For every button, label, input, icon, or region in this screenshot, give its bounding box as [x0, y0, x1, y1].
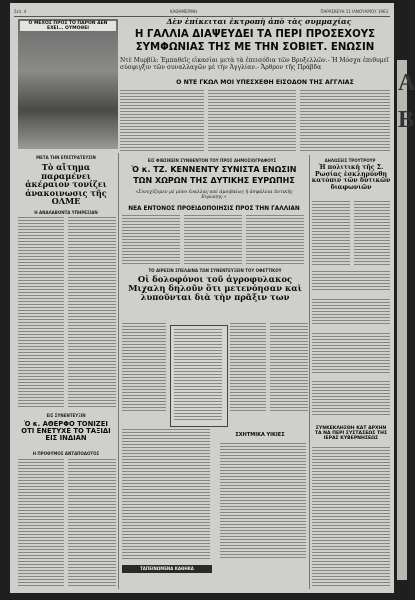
left-bottom-col-2 — [68, 459, 116, 587]
center-bottom-bar: ΤΑΠΕΙΝΩΜΕΝΑ ΚΑΘΗΚΑ — [122, 565, 212, 573]
newspaper-page — [10, 3, 394, 593]
news-photo — [18, 19, 118, 149]
right-brief-2 — [312, 299, 390, 325]
lead-deck: Ντὲ Μυρβίλ: Ἐμπαθεῖς εἰκασίαι μετὰ τὰ ἐπεισόδια τῶν Βρυξελλῶν.- Ἡ Μόσχα ἐπιθυμεῖ σύσφιγξιν τῶν συναλλαγῶν μὲ τὴν Ἀγγλίαν.- Ἄρθρον τῆς Πράβδα — [120, 57, 389, 71]
lead-kicker: Δὲν ἐπίκειται ἐκτροπὴ ἀπὸ τὰς συμμαχίας — [166, 17, 352, 26]
lead-text-col-1 — [120, 90, 204, 152]
kennedy-headline-2: ΤΩΝ ΧΩΡΩΝ ΤΗΣ ΔΥΤΙΚΗΣ ΕΥΡΩΠΗΣ — [133, 176, 295, 185]
right-bottom-col — [312, 447, 390, 587]
left-bottom-col-1 — [18, 459, 64, 587]
lead-headline-1: Η ΓΑΛΛΙΑ ΔΙΑΨΕΥΔΕΙ ΤΑ ΠΕΡΙ ΠΡΟΣΕΧΟΥΣ — [134, 29, 376, 40]
right-bottom-headline: ΣΥΝΚΕΚΛΗΣΘΗ ΚΑΤ ΑΡΧΗΝ ΤΑ ΝΔ ΠΕΡΙ ΣΥΣΤΑΣΕΩΣ ΤΗΣ ΙΕΡΑΣ ΚΥΒΕΡΝΗΣΕΩΣ — [314, 426, 388, 441]
issue-date: ΠΑΡΑΣΚΕΥΗ 11 ΙΑΝΟΥΑΡΙΟΥ 1963 — [320, 9, 388, 14]
photo-caption: Ο ΜΕΧΟΣ ΠΡΟΣ ΤΟ ΠΑΡΟΝ ΔΕΝ ΕΧΕΙ... ΟΥΜΟΘΕΙ — [20, 21, 116, 31]
inset-box — [170, 325, 228, 427]
right-brief-4 — [312, 381, 390, 417]
column-rule — [118, 153, 119, 589]
center-bottom-col-1 — [122, 429, 210, 559]
left-text-col-1 — [18, 217, 64, 407]
left-bottom-headline: Ὁ κ. ΑΘΕΡΦΟ ΤΟΝΙΖΕΙ ΟΤΙ ΕΝΕΤΥΧΕ ΤΟ ΤΑΞΙΔΙ ΕΙΣ ΙΝΔΙΑΝ — [21, 420, 111, 443]
murder-text-col-3 — [230, 323, 266, 413]
murder-label: ΤΟ ΑΙΡΕΣΙΝ ΣΠΕΛΑΙΝΑ ΤΩΝ ΣΥΝΕΝΤΕΥΞΕΙΝ ΤΟΥ ΟΦΕΤΤΙΚΟΥ — [148, 268, 282, 273]
kennedy-text-col-3 — [246, 215, 304, 265]
left-bottom-label: ΕΙΣ ΣΥΝΕΝΤΕΥΞΙΝ — [46, 413, 86, 418]
left-story-headline: Τὸ αἴτημα παραμένει ἀκέραιον τονίζει ἀνακοινωσις τῆς ΟΛΜΕ — [25, 162, 107, 207]
russia-headline: Ἡ πολιτικὴ τῆς Σ. Ρωσίας ἐσκληρύνθη κατόπιν τῶν δυτικῶν διαφωνιῶν — [311, 164, 391, 191]
lead-headline-2: ΣΥΜΦΩΝΙΑΣ ΤΗΣ ΜΕ ΤΗΝ ΣΟΒΙΕΤ. ΕΝΩΣΙΝ — [135, 42, 375, 53]
inset-text — [174, 329, 222, 421]
russia-text-col-2 — [354, 201, 390, 265]
center-bottom-headline: ΣΧΗΤΜΙΚΑ ΥΙΚΙΕΣ — [235, 432, 285, 438]
right-brief-1 — [312, 271, 390, 291]
kennedy-headline-1: Ὁ κ. ΤΖ. ΚΕΝΝΕΝΤΥ ΣΥΝΙΣΤΑ ΕΝΩΣΙΝ — [131, 165, 297, 174]
left-story-label: ΜΕΤΑ ΤΗΝ ΕΠΙΣΤΡΑΤΕΥΣΙΝ — [36, 155, 96, 160]
kennedy-label: ΕΙΣ ΦΙΒΣΙΚΕΙΝ ΣΥΝΘΕΝΤΟΝ ΤΟΥ ΠΡΟΣ ΔΗΜΟΣΙΟΓΡΑΦΟΥΣ — [147, 158, 277, 163]
lead-text-col-3 — [300, 90, 390, 152]
kennedy-deck: «Συνεχίζομεν μὲ μόνο ἐναλλας καὶ ἀμοιβαίως ἡ ἀσφάλεια Δυτικῆς Ευρώπης.» — [135, 190, 293, 201]
adjacent-page-edge: Α Β — [397, 60, 407, 580]
russia-label: ΔΗΛΩΣΕΙΣ ΤΡΟΥΤΡΟΥΡ — [324, 158, 376, 163]
paper-name: ΚΑΘΗΜΕΡΙΝΗ — [170, 9, 198, 14]
kennedy-text-col-1 — [122, 215, 180, 265]
lead-text-col-2 — [208, 90, 296, 152]
murder-text-col-1 — [122, 323, 166, 413]
left-text-col-2 — [68, 217, 116, 407]
right-brief-3 — [312, 333, 390, 373]
kennedy-text-col-2 — [184, 215, 242, 265]
lead-subhead: Ο ΝΤΕ ΓΚΩΛ ΜΟΙ ΥΠΕΣΧΕΘΗ ΕΙΣΟΔΟΝ ΤΗΣ ΑΓΓΛΙΑΣ — [176, 79, 354, 86]
page-number: Σελ. 4 — [14, 9, 27, 14]
left-story-sub: Η ΑΝΑΛΑΒΟΝΤΑ ΥΠΗΡΕΣΙΑΝ — [34, 210, 98, 215]
center-bottom-col-2 — [220, 443, 306, 559]
murder-headline: Οἱ δολοφόνοι τοῦ ἀγροφυλακος Μιχαλη δηλοῦν ὅτι μετενόησαν καὶ λυποῦνται διὰ τὴν πρᾶξιν των — [128, 274, 302, 302]
column-rule — [309, 155, 310, 589]
kennedy-subhead: ΝΕΑ ΕΝΤΟΝΟΣ ΠΡΟΕΙΔΟΠΟΙΗΣΙΣ ΠΡΟΣ ΤΗΝ ΓΑΛΛΙΑΝ — [128, 206, 300, 212]
left-bottom-sub: Η ΠΡΟΘΥΜΟΣ ΑΝΤΑΠΟΔΟΤΟΣ — [32, 451, 100, 456]
russia-text-col-1 — [312, 201, 350, 265]
murder-text-col-4 — [270, 323, 308, 413]
